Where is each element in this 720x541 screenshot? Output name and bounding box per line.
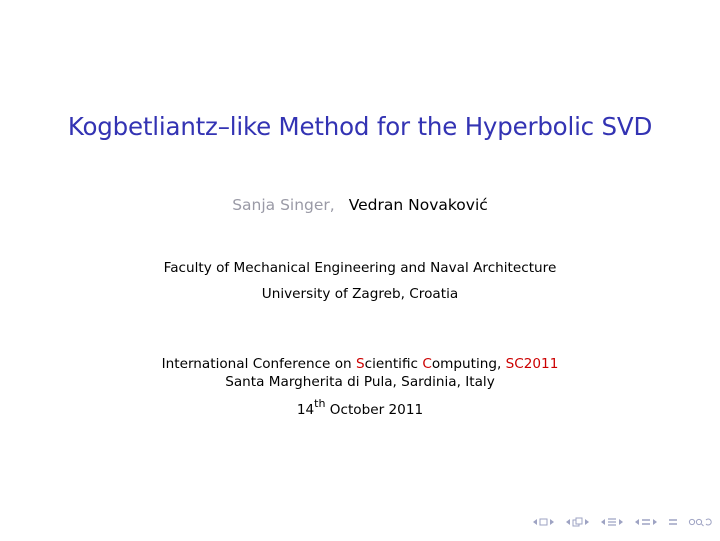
conference-line [0,356,720,372]
nav-part-icon[interactable] [641,517,651,527]
nav-align-icon[interactable] [668,517,678,527]
conference-acronym: SC2011 [505,356,559,372]
slide-title: Kogbetliantz–like Method for the Hyperbolic SVD [67,112,653,141]
author-vedran-novakovic: Vedran Novaković [348,196,488,214]
date-rest: October 2011 [329,402,424,418]
author-separator: , [329,196,335,214]
location-line: Santa Margherita di Pula, Sardinia, Italy [225,374,495,390]
nav-prev-part-icon[interactable] [634,518,640,526]
nav-subsection-group [565,517,590,527]
nav-prev-frame-icon[interactable] [532,518,538,526]
conference-c-letter: C [422,356,432,372]
nav-prev-subsection-icon[interactable] [565,518,571,526]
nav-section-icon[interactable] [607,517,617,527]
date-suffix: th [314,397,326,410]
nav-part-group [634,517,658,527]
affiliation-line-1: Faculty of Mechanical Engineering and Naval Architecture [163,260,557,276]
nav-frame-group [532,518,555,526]
beamer-navigation-bar [525,515,712,529]
conference-omputing: omputing, [431,356,506,372]
conference-cientific: cientific [364,356,423,372]
nav-next-section-icon[interactable] [618,518,624,526]
conference-prefix: International Conference on [161,356,356,372]
date-day: 14 [296,402,315,418]
date-line [0,397,720,418]
affiliation-line-2: University of Zagreb, Croatia [261,286,459,302]
nav-next-part-icon[interactable] [652,518,658,526]
nav-section-group [600,517,624,527]
author-line [0,196,720,214]
nav-align-group [668,517,678,527]
nav-frame-icon[interactable] [539,518,548,526]
nav-next-subsection-icon[interactable] [584,518,590,526]
nav-next-frame-icon[interactable] [549,518,555,526]
nav-search-group [688,517,712,527]
author-sanja-singer: Sanja Singer [232,196,330,214]
nav-subsection-icon[interactable] [572,517,583,527]
nav-prev-section-icon[interactable] [600,518,606,526]
conference-s-letter: S [355,356,365,372]
nav-search-icon[interactable] [688,517,712,527]
